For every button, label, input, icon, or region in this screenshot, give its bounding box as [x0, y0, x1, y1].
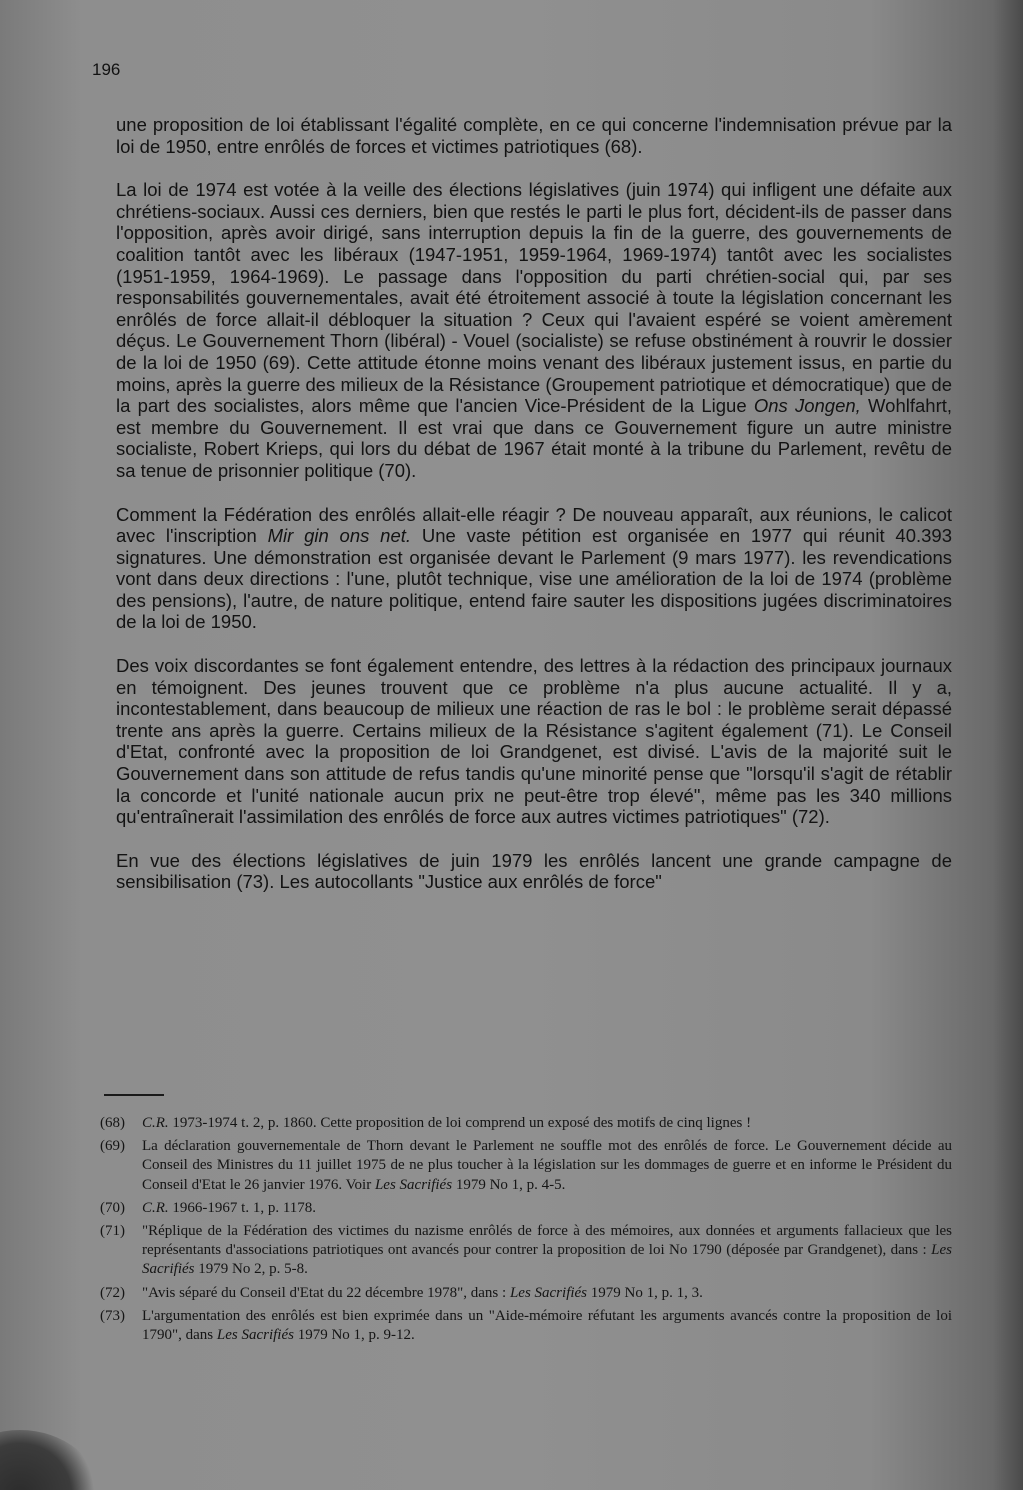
footnote-italic: Les Sacrifiés [509, 1284, 588, 1301]
footnote-tail: 1979 No 1, p. 4-5. [452, 1176, 566, 1193]
paragraph-3 [116, 504, 952, 634]
footnote-number: (73) [100, 1307, 125, 1324]
footnote-70 [100, 1199, 952, 1218]
footnote-number: (70) [100, 1199, 125, 1216]
footnote-number: (68) [100, 1115, 125, 1131]
footnote-text [142, 1137, 952, 1195]
footnote-italic: C.R. [142, 1115, 169, 1131]
footnote-italic: Les Sacrifiés [216, 1327, 294, 1344]
paragraph-5: En vue des élections législatives de juin 1979 les enrôlés lancent une grande campagne de sensibilisation (73). Les autocollants "Justice aux enrôlés de force" [116, 849, 952, 893]
footnote-71 [100, 1222, 952, 1280]
footnote-number: (69) [100, 1138, 125, 1155]
footnote-italic: Les Sacrifiés [142, 1242, 952, 1278]
footnote-number: (72) [100, 1284, 125, 1301]
footnote-body: 1966-1967 t. 1, p. 1178. [168, 1199, 317, 1216]
footnote-body: L'argumentation des enrôlés est bien exprimée dans un "Aide-mémoire réfutant les arguments avancés contre la proposition de loi 1790", dans [142, 1307, 952, 1344]
footnote-69 [100, 1137, 952, 1195]
paragraph-3-text: Comment la Fédération des enrôlés allait-elle réagir ? De nouveau apparaît, aux réunions, le calicot avec l'inscription [116, 503, 952, 547]
footnote-tail: 1979 No 1, p. 1, 3. [587, 1284, 703, 1301]
footnote-73 [100, 1307, 952, 1345]
paragraph-2-text: La loi de 1974 est votée à la veille des élections législatives (juin 1974) qui infligent une défaite aux chrétiens-sociaux. Aussi ces derniers, bien que restés le parti le plus fort, décident-ils de passer dans l'opposition, après avoir dirigé, sans interruption depuis la fin de la guerre, des gouvernements de coalition tantôt avec les libéraux (1947-1951, 1959-1964, 1969-1974) tantôt avec les socialistes (1951-1959, 1964-1969). Le passage dans l'opposition du parti chrétien-social qui, par ses responsabilités gouvernementales, avait été étroitement associé à toute la législation concernant les enrôlés de force allait-il débloquer la situation ? Ceux qui l'avaient espéré se voient amèrement déçus. Le Gouvernement Thorn (libéral) - Vouel (socialiste) se refuse obstinément à rouvrir le dossier de la loi de 1950 (69). Cette attitude étonne moins venant des libéraux justement issus, en partie du moins, après la guerre des milieux de la Résistance (Groupement patriotique et démocratique) que de la part des socialistes, alors même que l'ancien Vice-Président de la Ligue [116, 179, 952, 417]
footnote-text [142, 1284, 952, 1303]
footnote-text [142, 1222, 952, 1280]
footnote-text [142, 1199, 952, 1218]
footnote-body: "Avis séparé du Conseil d'Etat du 22 décembre 1978", dans : [142, 1284, 510, 1301]
footnote-68 [100, 1114, 952, 1133]
footnote-italic: C.R. [142, 1199, 169, 1216]
page-number: 196 [92, 60, 121, 79]
page-corner-shadow [0, 1430, 100, 1490]
footnote-number: (71) [100, 1223, 125, 1240]
footnote-text [142, 1114, 952, 1133]
footnote-italic: Les Sacrifiés [374, 1176, 453, 1193]
paragraph-4: Des voix discordantes se font également entendre, des lettres à la rédaction des principaux journaux en témoignent. Des jeunes trouvent que ce problème n'a plus aucune actualité. Il y a, incontestablement, dans beaucoup de milieux une réaction de ras le bol : le problème serait dépassé trente ans après la guerre. Certains milieux de la Résistance s'agitent également (71). Le Conseil d'Etat, confronté avec la proposition de loi Grandgenet, est divisé. L'avis de la majorité suit le Gouvernement dans son attitude de refus tandis qu'une minorité pense que "lorsqu'il s'agit de rétablir la concorde et l'unité nationale aucun prix ne peut-être trop élevé", même pas les 340 millions qu'entraînerait l'assimilation des enrôlés de force aux autres victimes patriotiques" (72). [116, 655, 952, 828]
paragraph-2-tail: Wohlfahrt, est membre du Gouvernement. Il est vrai que dans ce Gouvernement figure un autre ministre socialiste, Robert Krieps, qui lors du débat de 1967 était monté à la tribune du Parlement, revêtu de sa tenue de prisonnier politique (70). [116, 395, 953, 481]
footnote-body: 1973-1974 t. 2, p. 1860. Cette proposition de loi comprend un exposé des motifs de cinq lignes ! [168, 1115, 752, 1131]
paragraph-1: une proposition de loi établissant l'égalité complète, en ce qui concerne l'indemnisation prévue par la loi de 1950, entre enrôlés de forces et victimes patriotiques (68). [116, 114, 952, 157]
main-text [116, 114, 952, 915]
paragraph-2 [116, 179, 952, 481]
paragraph-3-italic: Mir gin ons net. [267, 525, 412, 547]
paragraph-2-italic: Ons Jongen, [753, 395, 861, 417]
footnote-72 [100, 1284, 952, 1303]
footnote-tail: 1979 No 1, p. 9-12. [293, 1327, 415, 1344]
footnote-text [142, 1307, 952, 1345]
footnote-rule [104, 1094, 164, 1096]
footnote-body: La déclaration gouvernementale de Thorn devant le Parlement ne souffle mot des enrôlés de force. Le Gouvernement décide au Conseil des Ministres du 11 juillet 1975 de ne plus toucher à la législation sur les dommages de guerre et en informe le Président du Conseil d'Etat le 26 janvier 1976. Voir [142, 1138, 952, 1193]
paragraph-3-tail: Une vaste pétition est organisée en 1977 qui réunit 40.393 signatures. Une démonstration est organisée devant le Parlement (9 mars 1977). les revendications vont dans deux directions : l'une, plutôt technique, vise une amélioration de la loi de 1974 (problème des pensions), l'autre, de nature politique, entend faire sauter les dispositions jugées discriminatoires de la loi de 1950. [116, 525, 952, 633]
footnotes [100, 1114, 952, 1349]
footnote-tail: 1979 No 2, p. 5-8. [194, 1261, 308, 1278]
footnote-body: "Réplique de la Fédération des victimes du nazisme enrôlés de force à des mémoires, aux données et arguments fallacieux que les représentants d'associations patriotiques ont avancés pour contrer la proposition de loi No 1790 (déposée par Grandgenet), dans : [142, 1223, 952, 1259]
